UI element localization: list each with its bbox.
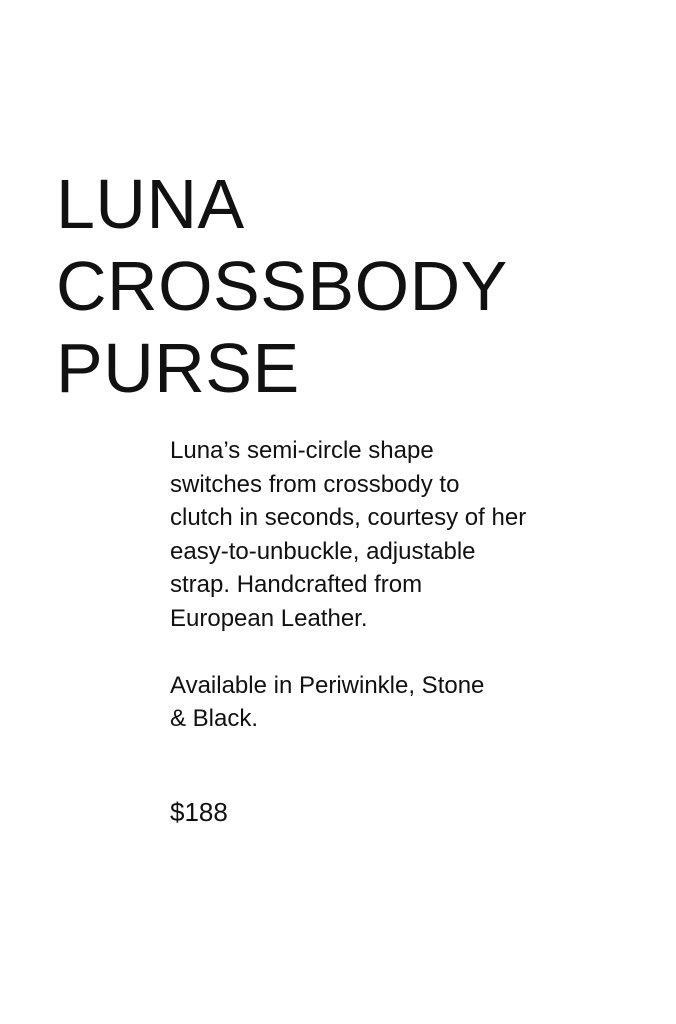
product-description <box>170 434 610 736</box>
availability-line: Available in Periwinkle, Stone <box>170 671 485 699</box>
description-line: clutch in seconds, courtesy of her <box>170 504 527 531</box>
description-line: Luna’s semi-circle shape <box>170 437 434 464</box>
availability-line: & Black. <box>170 705 259 732</box>
product-title <box>56 163 508 409</box>
availability-paragraph <box>170 669 610 736</box>
description-line: switches from crossbody to <box>170 470 460 498</box>
description-line: easy-to-unbuckle, adjustable <box>170 537 476 565</box>
product-title-line: CROSSBODY <box>56 247 508 325</box>
description-line: strap. Handcrafted from <box>170 571 423 598</box>
product-price: $188 <box>170 797 228 827</box>
product-title-line: PURSE <box>56 329 300 407</box>
description-paragraph <box>170 434 610 635</box>
product-title-line: LUNA <box>56 165 245 243</box>
description-line: European Leather. <box>170 604 368 632</box>
